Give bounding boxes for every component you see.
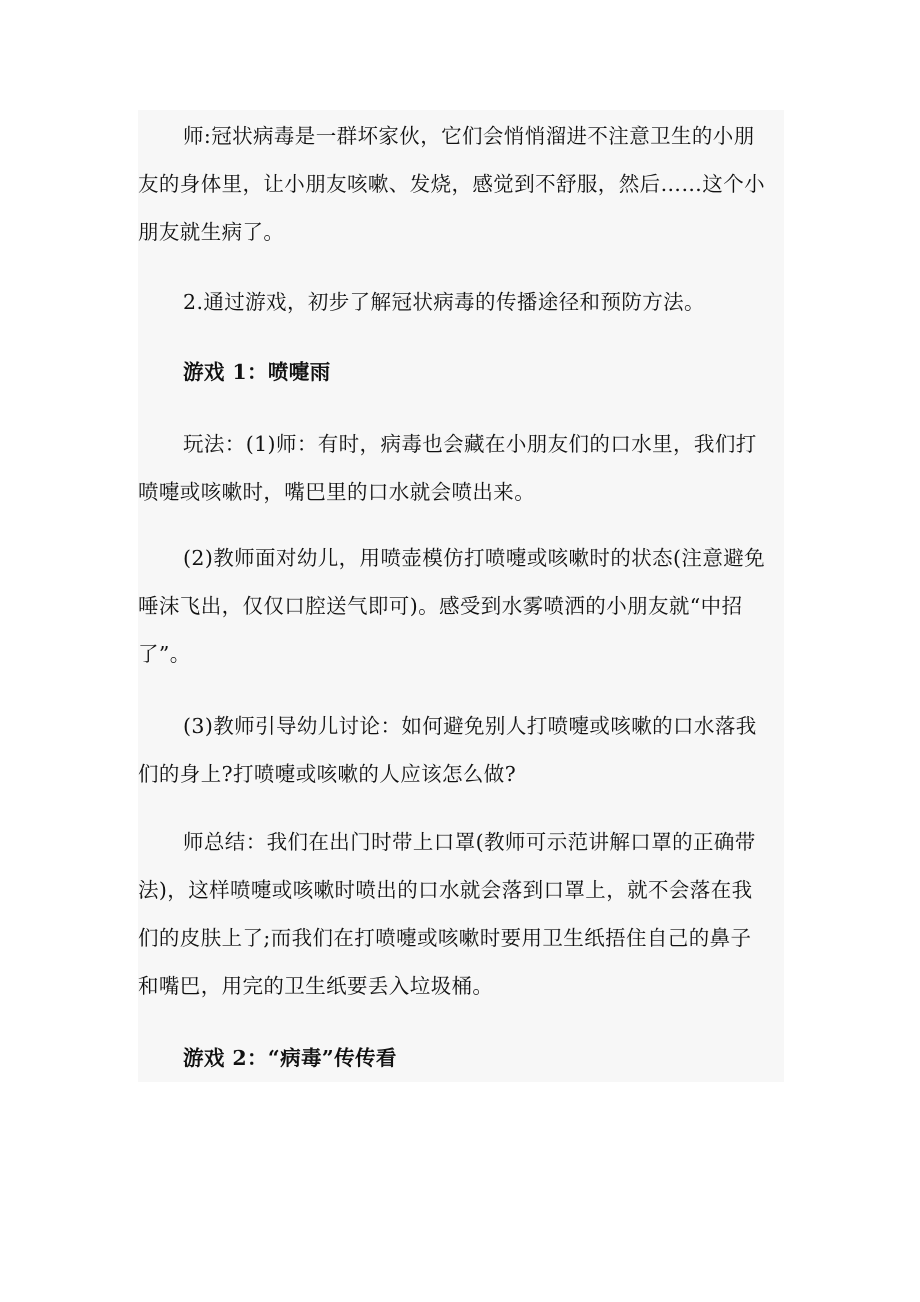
paragraph-teacher-summary — [138, 818, 784, 1010]
paragraph-game-1-rule-3 — [138, 702, 784, 798]
heading-game-2 — [138, 1034, 784, 1082]
paragraph-section-2 — [138, 278, 784, 326]
text-line: 朋友就生病了。 — [138, 220, 285, 244]
text-line: 和嘴巴，用完的卫生纸要丢入垃圾桶。 — [138, 974, 494, 998]
text-line: 友的身体里，让小朋友咳嗽、发烧，感觉到不舒服，然后……这个小 — [138, 172, 765, 196]
heading-game-1 — [138, 348, 784, 396]
paragraph-intro — [138, 112, 784, 256]
text-line: 玩法：(1)师：有时，病毒也会藏在小朋友们的口水里，我们打 — [183, 432, 757, 456]
text-line: 法)，这样喷嚏或咳嗽时喷出的口水就会落到口罩上，就不会落在我 — [138, 878, 753, 902]
paragraph-game-1-rule-1 — [138, 420, 784, 516]
text-line: 们的皮肤上了;而我们在打喷嚏或咳嗽时要用卫生纸捂住自己的鼻子 — [138, 926, 752, 950]
document-page — [138, 110, 784, 1082]
text-line: 游戏 2：“病毒”传传看 — [183, 1046, 397, 1070]
text-line: (2)教师面对幼儿，用喷壶模仿打喷嚏或咳嗽时的状态(注意避免 — [183, 546, 766, 570]
text-line: 2.通过游戏，初步了解冠状病毒的传播途径和预防方法。 — [183, 290, 705, 314]
text-line: 师:冠状病毒是一群坏家伙，它们会悄悄溜进不注意卫生的小朋 — [183, 124, 755, 148]
text-line: (3)教师引导幼儿讨论：如何避免别人打喷嚏或咳嗽的口水落我 — [183, 714, 757, 738]
paragraph-game-1-rule-2 — [138, 534, 784, 678]
text-line: 师总结：我们在出门时带上口罩(教师可示范讲解口罩的正确带 — [183, 830, 756, 854]
text-line: 了”。 — [138, 642, 191, 666]
text-line: 游戏 1：喷嚏雨 — [183, 360, 331, 384]
text-line: 唾沫飞出，仅仅口腔送气即可)。感受到水雾喷洒的小朋友就“中招 — [138, 594, 743, 618]
text-line: 们的身上?打喷嚏或咳嗽的人应该怎么做? — [138, 762, 517, 786]
text-line: 喷嚏或咳嗽时，嘴巴里的口水就会喷出来。 — [138, 480, 536, 504]
